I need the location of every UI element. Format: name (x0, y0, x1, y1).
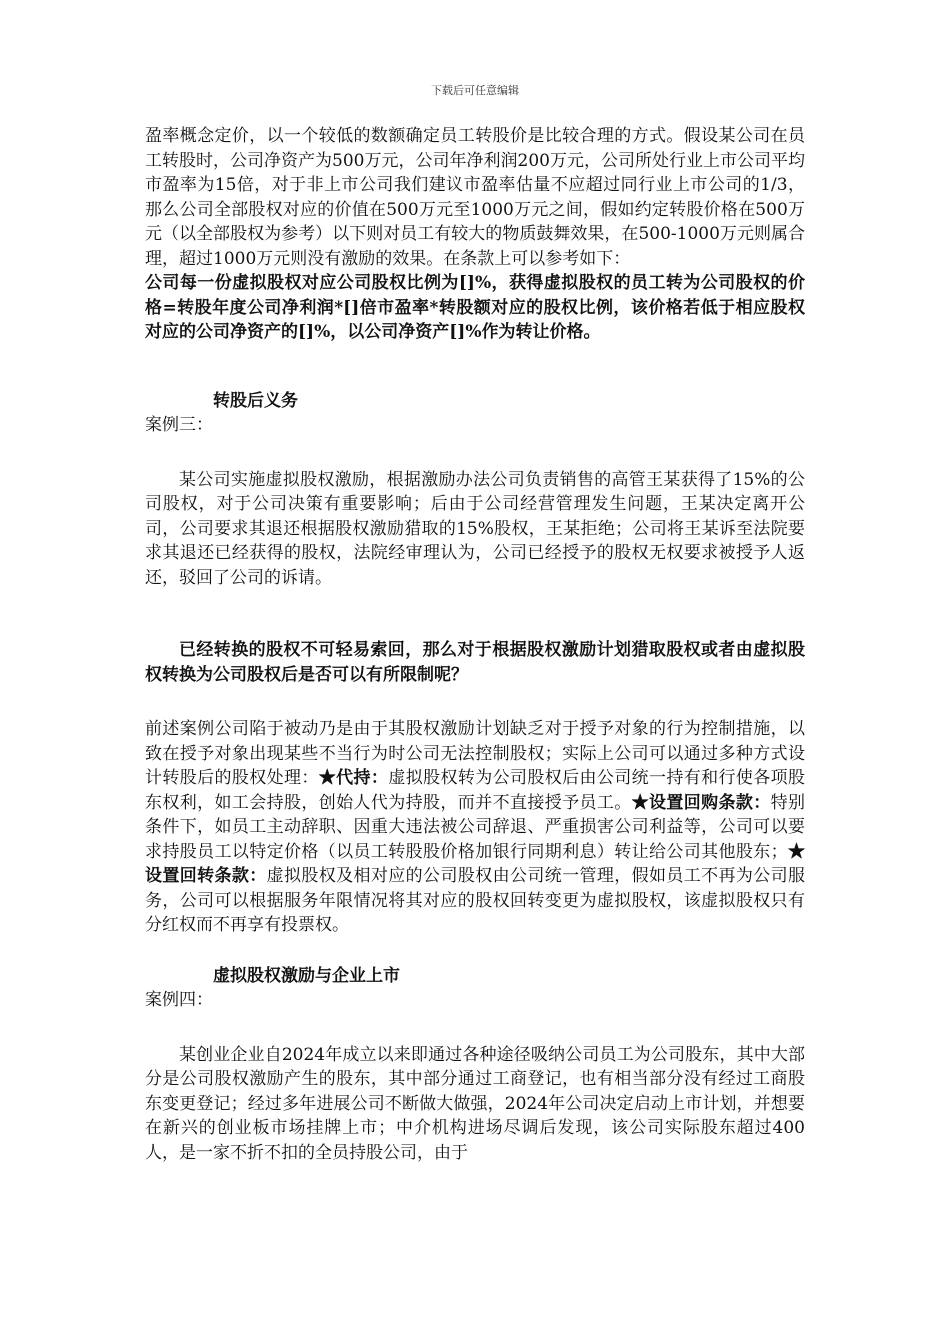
paragraph-case-3: 某公司实施虚拟股权激励，根据激励办法公司负责销售的高管王某获得了15%的公司股权，对于公司决策有重要影响；后由于公司经营管理发生问题，王某决定离开公司，公司要求其退还根据股权激励猎取的15%股权，王某拒绝；公司将王某诉至法院要求其退还已经获得的股权，法院经审理认为，公司已经授予的股权无权要求被授予人返还，驳回了公司的诉请。 (145, 469, 805, 588)
analysis-text-4: 虚拟股权及相对应的公司股权由公司统一管理，假如员工不再为公司服务，公司可以根据服务年限情况将其对应的股权回转变更为虚拟股权，该虚拟股权只有分红权而不再享有投票权。 (145, 866, 806, 935)
paragraph-analysis (145, 717, 805, 938)
star-label-proxy: ★代持： (318, 768, 389, 788)
analysis-text-2: 虚拟股权转为公司股权后由公司统一持有和行使各项股东权利，如工会持股，创始人代为持股，而并不直接授予员工。 (145, 768, 806, 813)
analysis-text-1: 前述案例公司陷于被动乃是由于其股权激励计划缺乏对于授予对象的行为控制措施，以致在授予对象出现某些不当行为时公司无法控制股权；实际上公司可以通过多种方式设计转股后的股权处理： (145, 719, 805, 788)
paragraph-pricing: 盈率概念定价，以一个较低的数额确定员工转股价是比较合理的方式。假设某公司在员工转股时，公司净资产为500万元，公司年净利润200万元，公司所处行业上市公司平均市盈率为15倍，对于非上市公司我们建议市盈率估量不应超过同行业上市公司的1/3，那么公司全部股权对应的价值在500万元至1000万元之间，假如约定转股价格在500万元（以全部股权为参考）以下则对员工有较大的物质鼓舞效果，在500-1000万元则属合理，超过1000万元则没有激励的效果。在条款上可以参考如下： (145, 126, 805, 269)
page-header: 下载后可任意编辑 (431, 84, 519, 97)
star-label-reversion: ★设置回转条款： (145, 841, 806, 886)
paragraph-case-4: 某创业企业自2024年成立以来即通过各种途径吸纳公司员工为公司股东，其中大部分是公司股权激励产生的股东，其中部分通过工商登记，也有相当部分没有经过工商股东变更登记；经过多年进展公司不断做大做强，2024年公司决定启动上市计划，并想要在新兴的创业板市场挂牌上市；中介机构进场尽调后发现，该公司实际股东超过400人，是一家不折不扣的全员持股公司，由于 (145, 1044, 805, 1163)
analysis-text-3: 特别条件下，如员工主动辞职、因重大违法被公司辞退、严重损害公司利益等，公司可以要求持股员工以特定价格（以员工转股股价格加银行同期利息）转让给公司其他股东； (145, 792, 806, 862)
star-label-buyback: ★设置回购条款： (631, 792, 771, 813)
case-label-4: 案例四： (145, 990, 213, 1010)
paragraph-question: 已经转换的股权不可轻易索回，那么对于根据股权激励计划猎取股权或者由虚拟股权转换为公司股权后是否可以有所限制呢？ (145, 640, 805, 685)
paragraph-clause: 公司每一份虚拟股权对应公司股权比例为[]%，获得虚拟股权的员工转为公司股权的价格=转股年度公司净利润*[]倍市盈率*转股额对应的股权比例，该价格若低于相应股权对应的公司净资产的[]%，以公司净资产[]%作为转让价格。 (145, 273, 805, 342)
section-heading-obligations: 转股后义务 (213, 390, 298, 411)
section-heading-ipo: 虚拟股权激励与企业上市 (213, 965, 400, 986)
case-label-3: 案例三： (145, 415, 213, 435)
document-body (145, 124, 805, 1165)
